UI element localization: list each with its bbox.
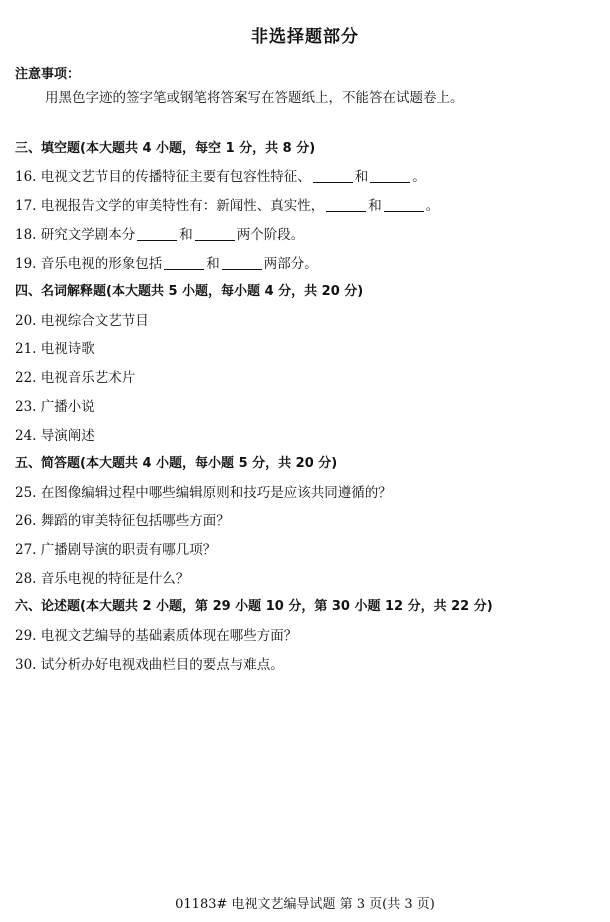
question-text: 16. 电视文艺节目的传播特征主要有包容性特征、 bbox=[15, 169, 311, 185]
question-text: 和 bbox=[354, 169, 369, 185]
question-25: 25. 在图像编辑过程中哪些编辑原则和技巧是应该共同遵循的？ bbox=[15, 485, 392, 501]
answer-blank bbox=[370, 168, 410, 183]
question-17 bbox=[15, 197, 439, 215]
answer-blank bbox=[326, 197, 366, 212]
question-16 bbox=[15, 168, 426, 186]
section-heading-essay: 六、论述题(本大题共 2 小题，第 29 小题 10 分，第 30 小题 12 分，共 22 分) bbox=[15, 599, 493, 614]
question-23: 23. 广播小说 bbox=[15, 399, 95, 415]
notes-label: 注意事项： bbox=[15, 67, 81, 82]
answer-blank bbox=[137, 226, 177, 241]
notes-text: 用黑色字迹的签字笔或钢笔将答案写在答题纸上，不能答在试题卷上。 bbox=[45, 90, 464, 106]
question-30: 30. 试分析办好电视戏曲栏目的要点与难点。 bbox=[15, 657, 284, 673]
question-20: 20. 电视综合文艺节目 bbox=[15, 313, 149, 329]
answer-blank bbox=[222, 255, 262, 270]
question-text: 19. 音乐电视的形象包括 bbox=[15, 256, 163, 272]
answer-blank bbox=[384, 197, 424, 212]
page-title: 非选择题部分 bbox=[251, 27, 359, 47]
question-27: 27. 广播剧导演的职责有哪几项？ bbox=[15, 542, 217, 558]
question-text: 17. 电视报告文学的审美特性有：新闻性、真实性， bbox=[15, 198, 325, 214]
answer-blank bbox=[313, 168, 353, 183]
question-28: 28. 音乐电视的特征是什么？ bbox=[15, 571, 190, 587]
answer-blank bbox=[164, 255, 204, 270]
section-heading-short-answer: 五、简答题(本大题共 4 小题，每小题 5 分，共 20 分) bbox=[15, 456, 338, 471]
question-29: 29. 电视文艺编导的基础素质体现在哪些方面？ bbox=[15, 628, 298, 644]
question-18 bbox=[15, 226, 304, 244]
question-text: 两部分。 bbox=[263, 256, 318, 272]
question-text: 和 bbox=[179, 227, 193, 243]
section-heading-fill-blank: 三、填空题(本大题共 4 小题，每空 1 分，共 8 分) bbox=[15, 141, 316, 156]
question-text: 和 bbox=[368, 198, 382, 214]
question-text: 。 bbox=[412, 169, 426, 185]
page-footer: 01183# 电视文艺编导试题 第 3 页(共 3 页) bbox=[175, 897, 435, 912]
question-text: 两个阶段。 bbox=[236, 227, 305, 243]
question-text: 18. 研究文学剧本分 bbox=[15, 227, 136, 243]
question-19 bbox=[15, 255, 318, 273]
question-24: 24. 导演阐述 bbox=[15, 428, 95, 444]
question-26: 26. 舞蹈的审美特征包括哪些方面？ bbox=[15, 513, 230, 529]
answer-blank bbox=[195, 226, 235, 241]
question-text: 和 bbox=[206, 256, 220, 272]
section-heading-terms: 四、名词解释题(本大题共 5 小题，每小题 4 分，共 20 分) bbox=[15, 284, 364, 299]
question-text: 。 bbox=[425, 198, 440, 214]
question-22: 22. 电视音乐艺术片 bbox=[15, 370, 136, 386]
question-21: 21. 电视诗歌 bbox=[15, 341, 95, 357]
